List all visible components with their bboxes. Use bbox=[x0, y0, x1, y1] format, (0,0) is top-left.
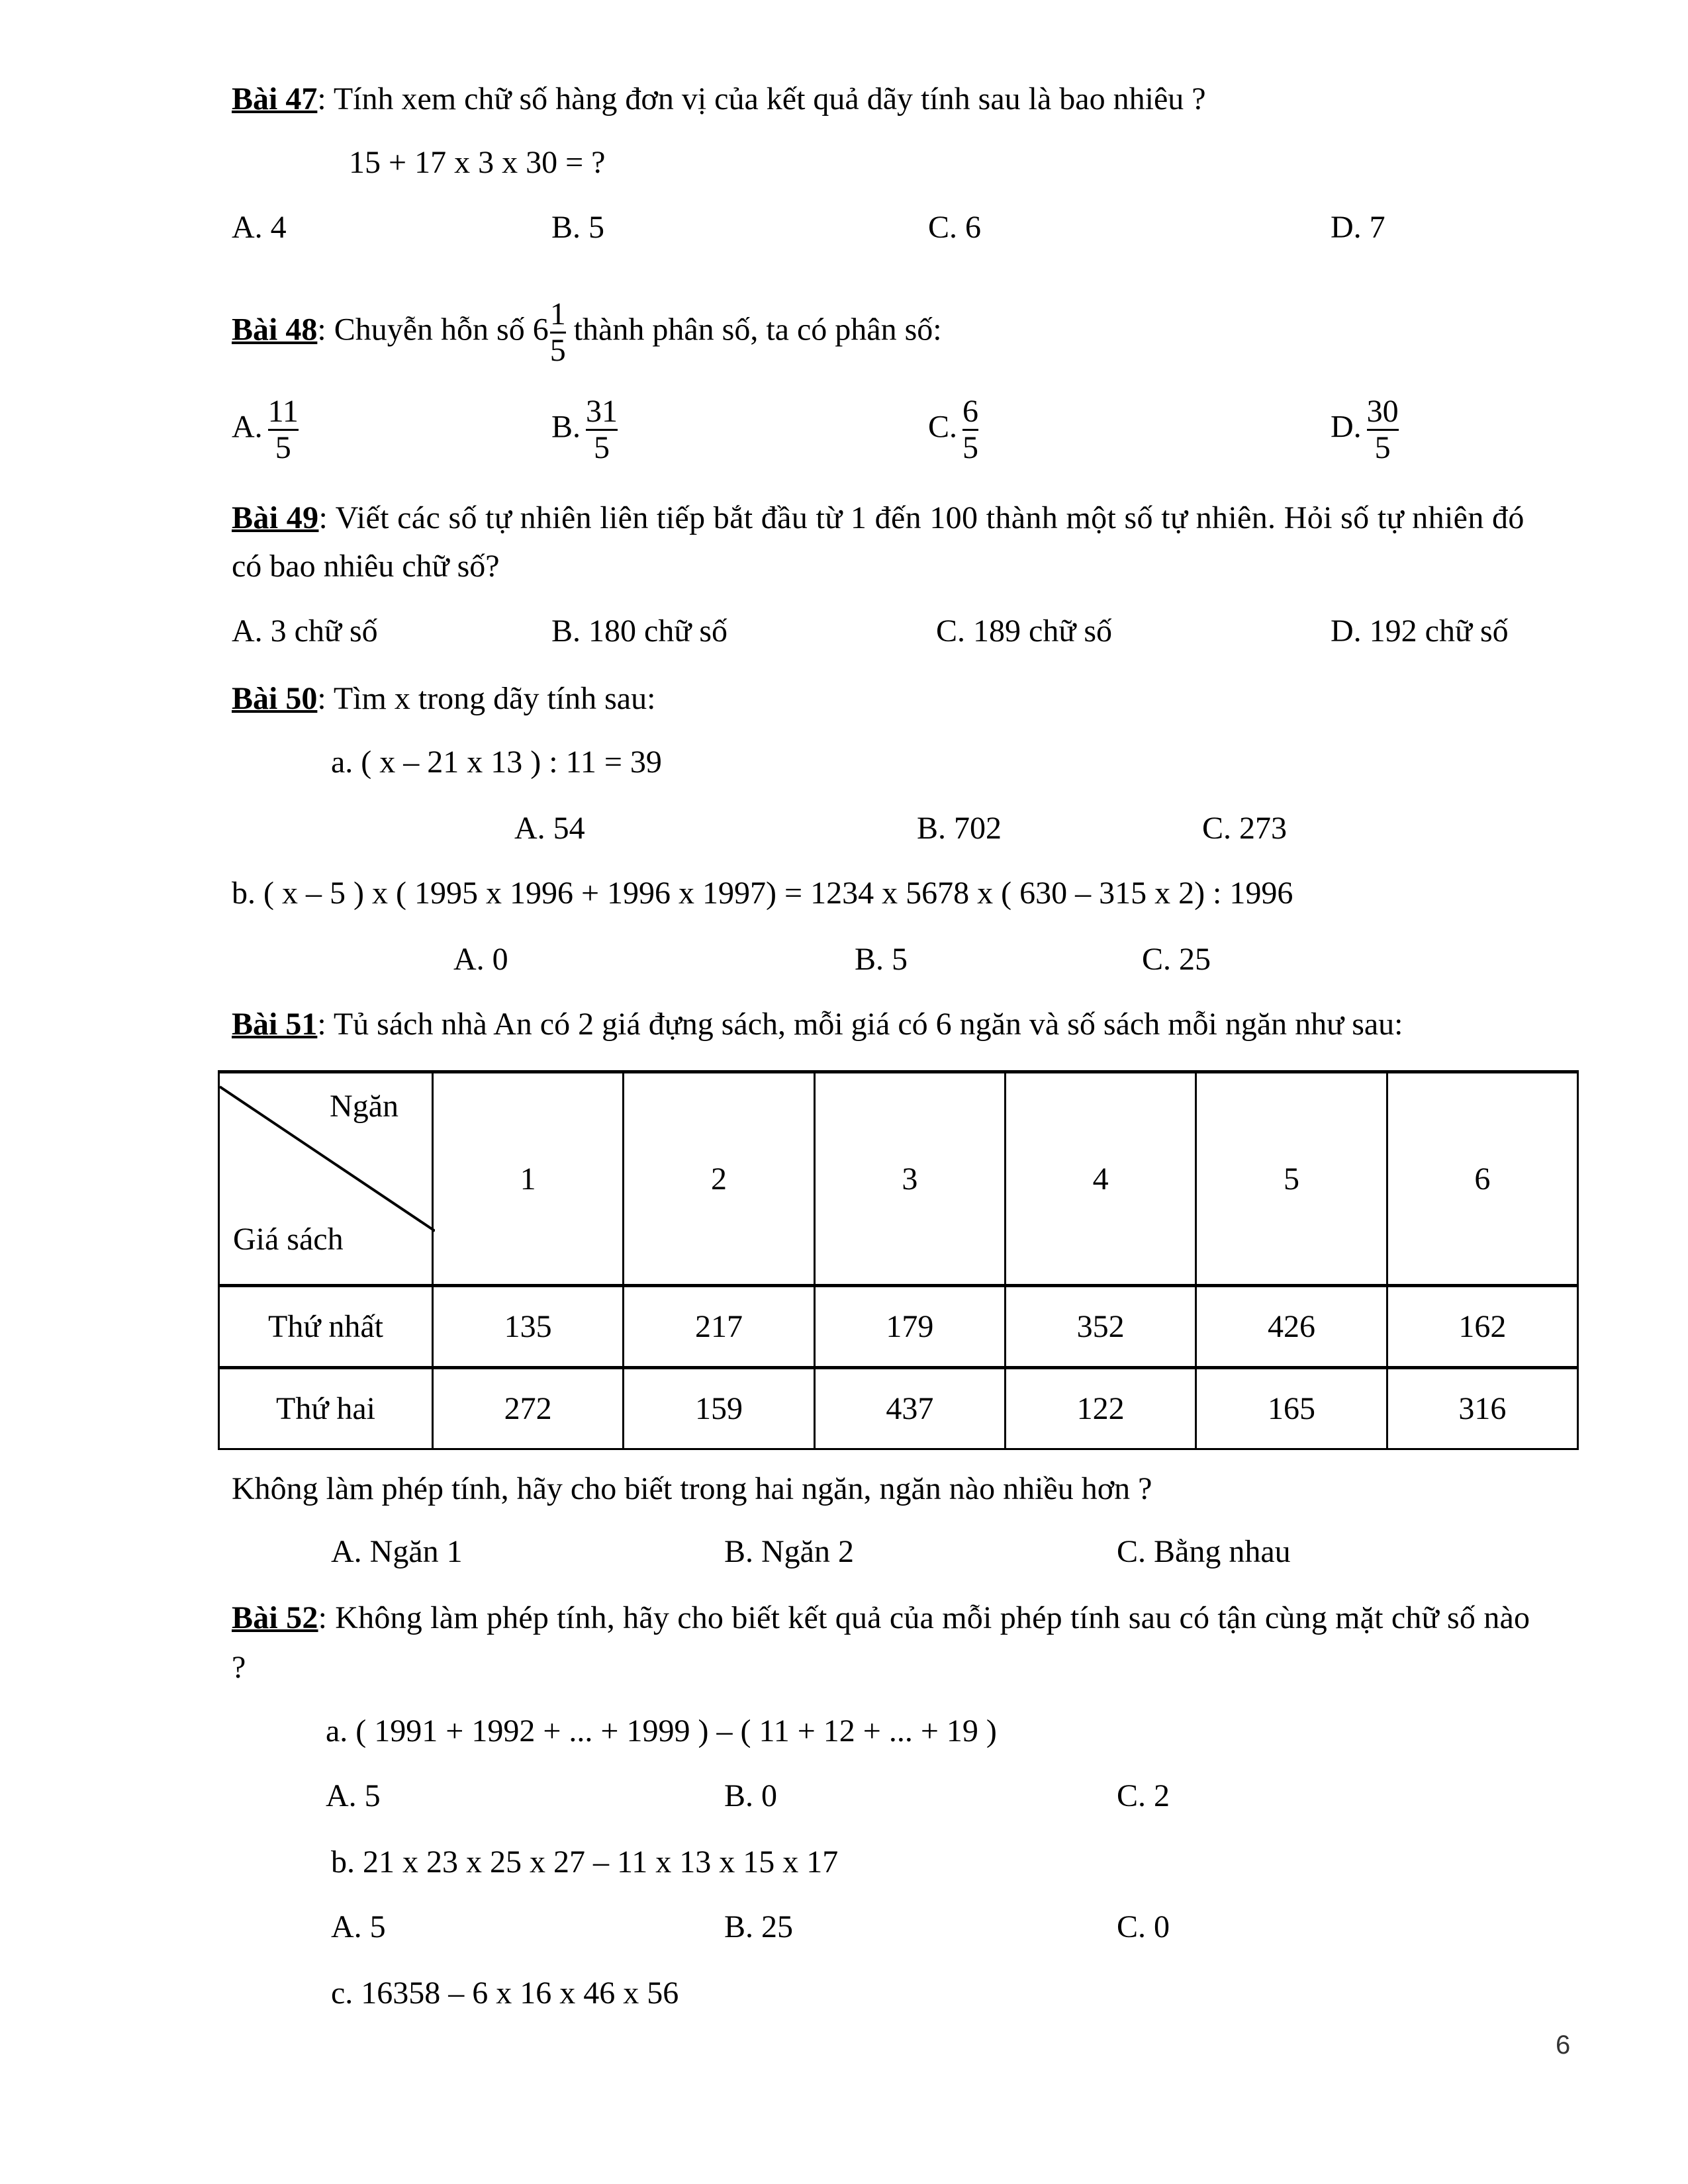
problem-51-question: Không làm phép tính, hãy cho biết trong hai ngăn, ngăn nào nhiều hơn ? bbox=[232, 1471, 1152, 1506]
column-header: 2 bbox=[624, 1072, 814, 1286]
column-header: 1 bbox=[433, 1072, 624, 1286]
fraction: $\frac{6}{5}$ bbox=[962, 394, 979, 465]
bookshelf-table bbox=[218, 1070, 1579, 1450]
table-cell: 179 bbox=[814, 1286, 1005, 1368]
problem-50-heading bbox=[232, 679, 655, 719]
page-number: 6 bbox=[1556, 2030, 1571, 2060]
table-row bbox=[219, 1368, 1578, 1449]
problem-52a-expression: a. ( 1991 + 1992 + ... + 1999 ) – ( 11 + 12 + ... + 19 ) bbox=[326, 1713, 997, 1749]
problem-50a-expression: a. ( x – 21 x 13 ) : 11 = 39 bbox=[331, 745, 662, 780]
problem-text: : Tính xem chữ số hàng đơn vị của kết quả dãy tính sau là bao nhiêu ? bbox=[317, 81, 1206, 116]
table-cell: 122 bbox=[1005, 1368, 1196, 1449]
corner-top-label: Ngăn bbox=[330, 1089, 399, 1124]
denominator: 5 bbox=[549, 333, 566, 368]
problem-49-line2: có bao nhiêu chữ số? bbox=[232, 549, 500, 584]
problem-text: thành phân số, ta có phân số: bbox=[565, 312, 942, 347]
problem-52c-expression: c. 16358 – 6 x 16 x 46 x 56 bbox=[331, 1976, 679, 2011]
table-cell: 352 bbox=[1005, 1286, 1196, 1368]
table-cell: 426 bbox=[1196, 1286, 1387, 1368]
fraction: $\frac{31}{5}$ bbox=[586, 394, 618, 465]
option: A. 4 bbox=[232, 210, 287, 245]
column-header: 6 bbox=[1387, 1072, 1577, 1286]
option: A. 54 bbox=[514, 811, 585, 846]
fraction: $\frac{30}{5}$ bbox=[1366, 394, 1399, 465]
option: B. 5 bbox=[551, 210, 605, 245]
option: A. 5 bbox=[326, 1778, 381, 1813]
table-cell: 316 bbox=[1387, 1368, 1577, 1449]
problem-47-heading bbox=[232, 79, 1206, 119]
table-header-row bbox=[219, 1072, 1578, 1286]
table-cell: 159 bbox=[624, 1368, 814, 1449]
option: A. 5 bbox=[331, 1909, 386, 1944]
row-label: Thứ nhất bbox=[219, 1286, 433, 1368]
problem-text: : Không làm phép tính, hãy cho biết kết quả của mỗi phép tính sau có tận cùng mặt chữ số nào bbox=[318, 1600, 1530, 1635]
option: D. 7 bbox=[1331, 210, 1385, 245]
table-cell: 437 bbox=[814, 1368, 1005, 1449]
option: C. 25 bbox=[1142, 942, 1211, 977]
option: B. 25 bbox=[724, 1909, 794, 1944]
option: C. 0 bbox=[1117, 1909, 1170, 1944]
option: A. 3 chữ số bbox=[232, 614, 378, 649]
option: C. 6 bbox=[928, 210, 982, 245]
table-cell: 217 bbox=[624, 1286, 814, 1368]
column-header: 4 bbox=[1005, 1072, 1196, 1286]
option: A. $\frac{11}{5}$ bbox=[232, 394, 299, 465]
problem-text: : Chuyễn hỗn số 6 bbox=[317, 312, 549, 347]
problem-52b-expression: b. 21 x 23 x 25 x 27 – 11 x 13 x 15 x 17 bbox=[331, 1844, 839, 1880]
numerator: 1 bbox=[549, 296, 566, 332]
corner-cell bbox=[219, 1072, 433, 1286]
table-cell: 162 bbox=[1387, 1286, 1577, 1368]
option: C. 2 bbox=[1117, 1778, 1170, 1813]
column-header: 5 bbox=[1196, 1072, 1387, 1286]
corner-bottom-label: Giá sách bbox=[233, 1222, 344, 1257]
problem-label: Bài 49 bbox=[232, 500, 319, 535]
option: A. Ngăn 1 bbox=[331, 1534, 463, 1569]
option: B. 180 chữ số bbox=[551, 614, 728, 649]
problem-text: : Viết các số tự nhiên liên tiếp bắt đầu từ 1 đến 100 thành một số tự nhiên. Hỏi số tự nhiên đó bbox=[318, 500, 1524, 535]
problem-49-heading bbox=[232, 498, 1524, 538]
table-cell: 272 bbox=[433, 1368, 624, 1449]
problem-51-heading bbox=[232, 1005, 1403, 1044]
problem-52-heading bbox=[232, 1598, 1530, 1638]
column-header: 3 bbox=[814, 1072, 1005, 1286]
problem-label: Bài 51 bbox=[232, 1007, 318, 1042]
problem-50b-expression: b. ( x – 5 ) x ( 1995 x 1996 + 1996 x 1997) = 1234 x 5678 x ( 630 – 315 x 2) : 1996 bbox=[232, 876, 1293, 911]
option: B. 702 bbox=[917, 811, 1002, 846]
option: B. 0 bbox=[724, 1778, 778, 1813]
table-cell: 135 bbox=[433, 1286, 624, 1368]
option: B. $\frac{31}{5}$ bbox=[551, 394, 618, 465]
option: C. Bằng nhau bbox=[1117, 1534, 1291, 1569]
problem-text: : Tủ sách nhà An có 2 giá đựng sách, mỗi giá có 6 ngăn và số sách mỗi ngăn như sau: bbox=[317, 1007, 1403, 1042]
problem-48-heading bbox=[232, 297, 942, 368]
problem-label: Bài 52 bbox=[232, 1600, 318, 1635]
mixed-fraction bbox=[550, 297, 566, 368]
table-cell: 165 bbox=[1196, 1368, 1387, 1449]
option: D. $\frac{30}{5}$ bbox=[1331, 394, 1399, 465]
option: C. $\frac{6}{5}$ bbox=[928, 394, 979, 465]
table-row bbox=[219, 1286, 1578, 1368]
fraction: $\frac{11}{5}$ bbox=[267, 394, 299, 465]
problem-label: Bài 47 bbox=[232, 81, 318, 116]
problem-52-line2: ? bbox=[232, 1650, 246, 1685]
option: A. 0 bbox=[453, 942, 508, 977]
option: B. 5 bbox=[855, 942, 908, 977]
problem-text: : Tìm x trong dãy tính sau: bbox=[317, 681, 656, 716]
problem-47-expression: 15 + 17 x 3 x 30 = ? bbox=[349, 145, 606, 180]
option: C. 273 bbox=[1202, 811, 1288, 846]
option: D. 192 chữ số bbox=[1331, 614, 1509, 649]
option: C. 189 chữ số bbox=[936, 614, 1113, 649]
row-label: Thứ hai bbox=[219, 1368, 433, 1449]
diagonal-line bbox=[220, 1073, 435, 1232]
problem-label: Bài 50 bbox=[232, 681, 318, 716]
problem-label: Bài 48 bbox=[232, 312, 318, 347]
option: B. Ngăn 2 bbox=[724, 1534, 854, 1569]
